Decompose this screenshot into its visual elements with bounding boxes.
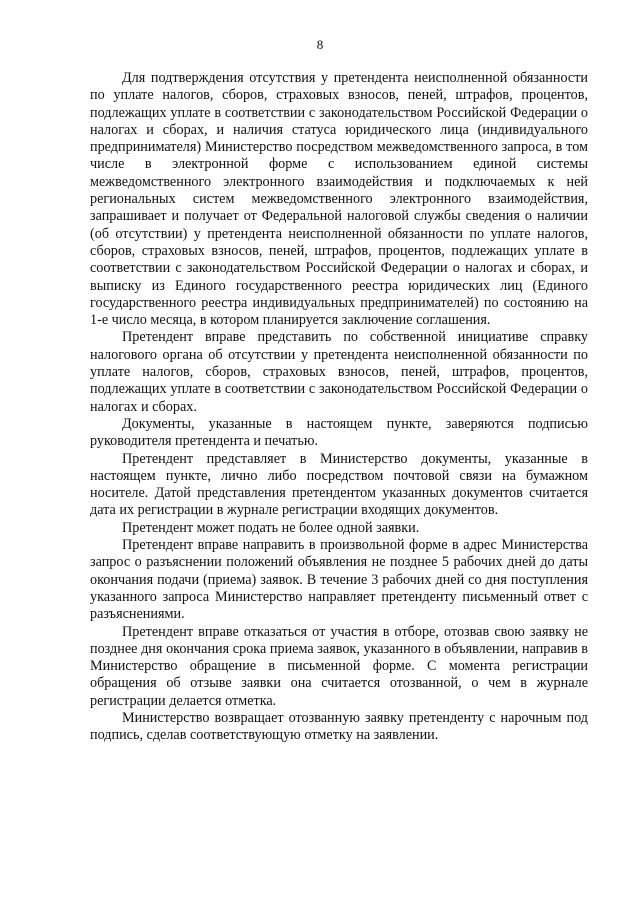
paragraph-5: Претендент может подать не более одной заявки.	[122, 519, 420, 536]
document-body	[90, 70, 588, 745]
paragraph-4: Претендент представляет в Министерство документы, указанные в настоящем пункте, лично либо посредством почтовой связи на бумажном носителе. Датой представления претендентом указанных документов считается дата их регистрации в журнале регистрации входящих документов.	[90, 450, 588, 519]
paragraph-8: Министерство возвращает отозванную заявку претенденту с нарочным под подпись, сделав соответствующую отметку на заявлении.	[90, 709, 588, 744]
paragraph-6: Претендент вправе направить в произвольной форме в адрес Министерства запрос о разъяснении положений объявления не позднее 5 рабочих дней до даты окончания подачи (приема) заявок. В течение 3 рабочих дней со дня поступления указанного запроса Министерство направляет претенденту письменный ответ с разъяснениями.	[90, 537, 588, 623]
paragraph-1: Для подтверждения отсутствия у претендента неисполненной обязанности по уплате налогов, сборов, страховых взносов, пеней, штрафов, процентов, подлежащих уплате в соответствии с законодательством Российской Федерации о налогах и сборах, и наличия статуса юридического лица (индивидуального предпринимателя) Министерство посредством межведомственного запроса, в том числе в электронной форме с использованием единой системы межведомственного электронного взаимодействия и подключаемых к ней региональных систем межведомственного электронного взаимодействия, запрашивает и получает от Федеральной налоговой службы сведения о наличии (об отсутствии) у претендента неисполненной обязанности по уплате налогов, сборов, страховых взносов, пеней, штрафов, процентов, подлежащих уплате в соответствии с законодательством Российской Федерации о налогах и сборах, и выписку из Единого государственного реестра юридических лиц (Единого государственного реестра индивидуальных предпринимателей) по состоянию на 1-е число месяца, в котором планируется заключение соглашения.	[90, 70, 588, 329]
page-number: 8	[316, 37, 324, 52]
paragraph-7: Претендент вправе отказаться от участия в отборе, отозвав свою заявку не позднее дня окончания срока приема заявок, указанного в объявлении, направив в Министерство обращение в письменной форме. С момента регистрации обращения об отзыве заявки она считается отозванной, о чем в журнале регистрации делается отметка.	[90, 623, 588, 709]
paragraph-2: Претендент вправе представить по собственной инициативе справку налогового органа об отсутствии у претендента неисполненной обязанности по уплате налогов, сборов, страховых взносов, пеней, штрафов, процентов, подлежащих уплате в соответствии с законодательством Российской Федерации о налогах и сборах.	[90, 329, 588, 415]
paragraph-3: Документы, указанные в настоящем пункте, заверяются подписью руководителя претендента и печатью.	[90, 415, 588, 450]
